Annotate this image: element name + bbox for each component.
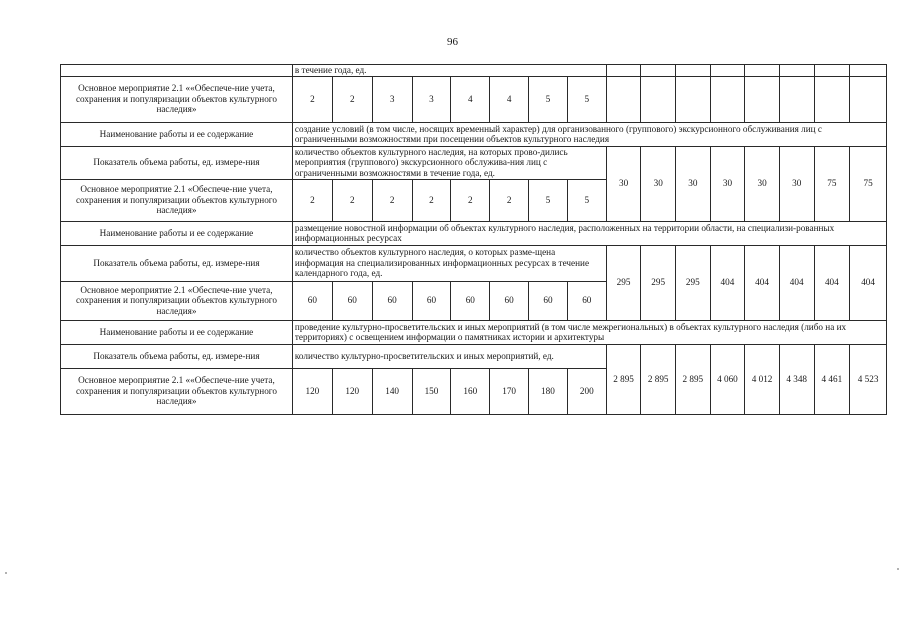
indicator-value: 404 — [745, 245, 780, 320]
indicator-value: 2 895 — [606, 344, 641, 414]
empty-cell — [61, 65, 293, 77]
measure-value: 140 — [372, 368, 412, 414]
measure-value: 2 — [332, 179, 372, 221]
measure-value: 60 — [529, 281, 568, 320]
indicator-label: Показатель объема работы, ед. измере-ния — [61, 146, 293, 179]
work-label: Наименование работы и ее содержание — [61, 320, 293, 344]
indicator-value: 75 — [850, 146, 887, 221]
table-row — [61, 76, 887, 122]
indicator-text: количество объектов культурного наследия, о которых разме-щена информация на специализированных информационных ресурсах в течение календарного года, ед. — [292, 245, 606, 281]
table-row — [61, 122, 887, 146]
measure-value: 60 — [372, 281, 412, 320]
table-row — [61, 146, 887, 179]
indicator-value: 2 895 — [676, 344, 711, 414]
empty-cell — [814, 76, 850, 122]
measure-value: 160 — [451, 368, 490, 414]
indicator-value: 30 — [710, 146, 745, 221]
measure-value: 150 — [412, 368, 451, 414]
indicator-value: 404 — [779, 245, 814, 320]
indicator-value: 30 — [606, 146, 641, 221]
measure-value: 5 — [529, 76, 568, 122]
measure-value: 60 — [292, 281, 332, 320]
indicator-value: 404 — [710, 245, 745, 320]
empty-cell — [606, 65, 641, 77]
measure-value: 5 — [567, 76, 606, 122]
empty-cell — [745, 65, 780, 77]
measure-value: 2 — [292, 76, 332, 122]
measure-value: 5 — [529, 179, 568, 221]
indicator-value: 295 — [606, 245, 641, 320]
indicator-value: 4 060 — [710, 344, 745, 414]
work-text: размещение новостной информации об объектах культурного наследия, расположенных на территории области, на специализи-рованных информационных ресурсах — [292, 221, 886, 245]
measure-value: 120 — [292, 368, 332, 414]
indicator-value: 4 012 — [745, 344, 780, 414]
indicator-value: 30 — [779, 146, 814, 221]
empty-cell — [779, 76, 814, 122]
measure-value: 2 — [372, 179, 412, 221]
measure-label: Основное мероприятие 2.1 «Обеспече-ние учета, сохранения и популяризации объектов культурного наследия» — [61, 179, 293, 221]
measure-label: Основное мероприятие 2.1 ««Обеспече-ние учета, сохранения и популяризации объектов культурного наследия» — [61, 368, 293, 414]
empty-cell — [745, 76, 780, 122]
measure-value: 60 — [490, 281, 529, 320]
empty-cell — [676, 65, 711, 77]
empty-cell — [850, 76, 887, 122]
table-row — [61, 344, 887, 368]
work-label: Наименование работы и ее содержание — [61, 122, 293, 146]
empty-cell — [779, 65, 814, 77]
empty-cell — [606, 76, 641, 122]
indicator-value: 30 — [641, 146, 676, 221]
measure-label: Основное мероприятие 2.1 ««Обеспече-ние учета, сохранения и популяризации объектов культурного наследия» — [61, 76, 293, 122]
measure-value: 5 — [567, 179, 606, 221]
indicator-value: 404 — [814, 245, 850, 320]
table-row — [61, 245, 887, 281]
measure-value: 2 — [332, 76, 372, 122]
indicator-value: 4 348 — [779, 344, 814, 414]
scan-speck — [5, 572, 7, 574]
indicator-value: 4 523 — [850, 344, 887, 414]
empty-cell — [850, 65, 887, 77]
indicator-value: 2 895 — [641, 344, 676, 414]
measure-value: 4 — [490, 76, 529, 122]
measure-value: 60 — [451, 281, 490, 320]
indicator-text: количество культурно-просветительских и иных мероприятий, ед. — [292, 344, 606, 368]
plan-table — [60, 64, 887, 415]
measure-value: 2 — [292, 179, 332, 221]
measure-value: 180 — [529, 368, 568, 414]
measure-value: 170 — [490, 368, 529, 414]
work-text: проведение культурно-просветительских и иных мероприятий (в том числе межрегиональных) в объектах культурного наследия (либо на их территориях) с освещением информации о памятниках истории и архитектуры — [292, 320, 886, 344]
indicator-value: 295 — [676, 245, 711, 320]
indicator-text: количество объектов культурного наследия, на которых прово-дились мероприятия (группового) экскурсионного обслужива-ния лиц с ограниченными возможностями в течение года, ед. — [292, 146, 606, 179]
measure-value: 60 — [332, 281, 372, 320]
table-row — [61, 320, 887, 344]
measure-label: Основное мероприятие 2.1 «Обеспече-ние учета, сохранения и популяризации объектов культурного наследия» — [61, 281, 293, 320]
measure-value: 2 — [451, 179, 490, 221]
measure-value: 3 — [412, 76, 451, 122]
table-row — [61, 65, 887, 77]
indicator-value: 295 — [641, 245, 676, 320]
measure-value: 3 — [372, 76, 412, 122]
work-text: создание условий (в том числе, носящих временный характер) для организованного (группового) экскурсионного обслуживания лиц с ограниченными возможностями при посещении объектов культурного наследия — [292, 122, 886, 146]
measure-value: 60 — [412, 281, 451, 320]
indicator-value: 4 461 — [814, 344, 850, 414]
empty-cell — [814, 65, 850, 77]
empty-cell — [710, 76, 745, 122]
measure-value: 200 — [567, 368, 606, 414]
measure-value: 60 — [567, 281, 606, 320]
empty-cell — [641, 76, 676, 122]
indicator-text-tail: в течение года, ед. — [292, 65, 606, 77]
empty-cell — [641, 65, 676, 77]
measure-value: 2 — [412, 179, 451, 221]
scan-speck — [897, 568, 899, 570]
measure-value: 2 — [490, 179, 529, 221]
work-label: Наименование работы и ее содержание — [61, 221, 293, 245]
page-number: 96 — [447, 36, 458, 48]
indicator-label: Показатель объема работы, ед. измере-ния — [61, 245, 293, 281]
measure-value: 120 — [332, 368, 372, 414]
empty-cell — [676, 76, 711, 122]
measure-value: 4 — [451, 76, 490, 122]
indicator-value: 30 — [745, 146, 780, 221]
indicator-value: 30 — [676, 146, 711, 221]
empty-cell — [710, 65, 745, 77]
indicator-value: 404 — [850, 245, 887, 320]
table-row — [61, 221, 887, 245]
indicator-value: 75 — [814, 146, 850, 221]
indicator-label: Показатель объема работы, ед. измере-ния — [61, 344, 293, 368]
